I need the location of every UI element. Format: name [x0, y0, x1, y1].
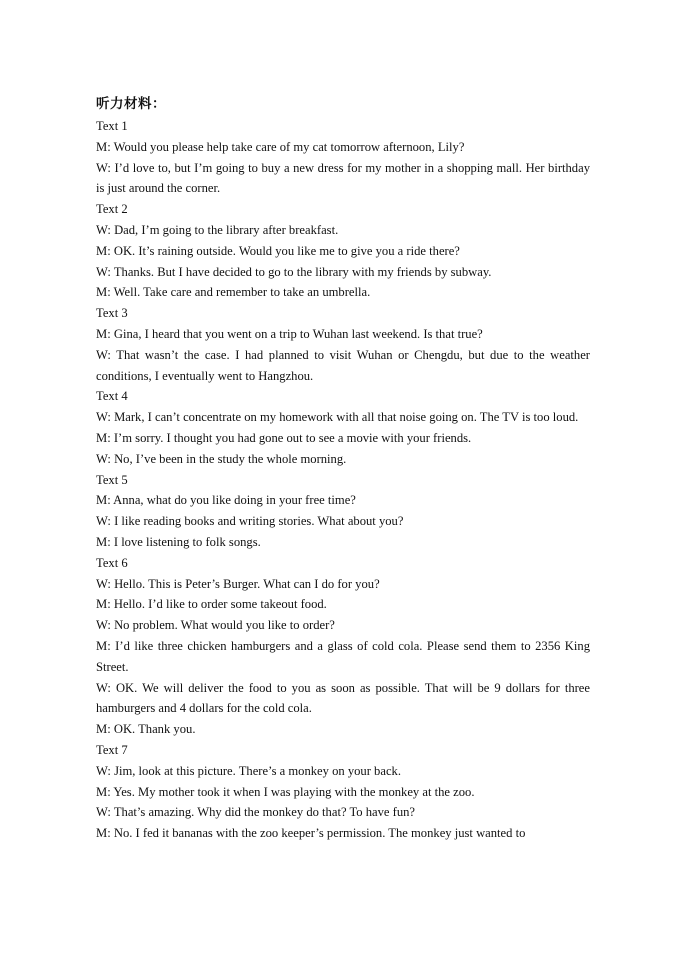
text-5-line-3: M: I love listening to folk songs.: [96, 534, 261, 549]
text-7-line-4: M: No. I fed it bananas with the zoo keeper’s permission. The monkey just wanted to: [96, 826, 526, 841]
text-2-title: Text 2: [96, 202, 128, 217]
text-7-section: [96, 740, 590, 844]
text-3-section: [96, 303, 590, 386]
text-4-line-2: M: I’m sorry. I thought you had gone out to see a movie with your friends.: [96, 430, 472, 445]
text-3-line-1: M: Gina, I heard that you went on a trip to Wuhan last weekend. Is that true?: [96, 326, 483, 341]
text-6-section: [96, 553, 590, 740]
text-6-line-3: W: No problem. What would you like to order?: [96, 618, 335, 633]
text-6-line-1: W: Hello. This is Peter’s Burger. What can I do for you?: [96, 576, 380, 591]
text-2-section: [96, 199, 590, 303]
text-5-title: Text 5: [96, 472, 128, 487]
text-4-section: [96, 386, 590, 469]
text-6-title: Text 6: [96, 555, 128, 570]
text-7-line-2: M: Yes. My mother took it when I was playing with the monkey at the zoo.: [96, 784, 475, 799]
text-1-line-2: W: I’d love to, but I’m going to buy a new dress for my mother in a shopping mall. Her birthday is just around the corner.: [96, 160, 590, 196]
text-2-line-1: W: Dad, I’m going to the library after breakfast.: [96, 222, 339, 237]
text-2-line-2: M: OK. It’s raining outside. Would you like me to give you a ride there?: [96, 243, 460, 258]
text-7-title: Text 7: [96, 742, 128, 757]
text-7-line-1: W: Jim, look at this picture. There’s a monkey on your back.: [96, 763, 401, 778]
text-5-section: [96, 470, 590, 553]
text-7-line-3: W: That’s amazing. Why did the monkey do that? To have fun?: [96, 805, 416, 820]
text-5-line-2: W: I like reading books and writing stories. What about you?: [96, 514, 404, 529]
text-1-section: [96, 116, 590, 199]
text-6-line-4: M: I’d like three chicken hamburgers and a glass of cold cola. Please send them to 2356 King Street.: [96, 638, 590, 674]
text-2-line-4: M: Well. Take care and remember to take an umbrella.: [96, 285, 371, 300]
document-page: [96, 92, 590, 844]
text-1-title: Text 1: [96, 119, 128, 133]
text-2-line-3: W: Thanks. But I have decided to go to the library with my friends by subway.: [96, 264, 492, 279]
text-4-line-1: W: Mark, I can’t concentrate on my homework with all that noise going on. The TV is too loud.: [96, 410, 579, 425]
text-5-line-1: M: Anna, what do you like doing in your free time?: [96, 493, 356, 508]
text-6-line-2: M: Hello. I’d like to order some takeout food.: [96, 597, 327, 612]
text-3-line-2: W: That wasn’t the case. I had planned to visit Wuhan or Chengdu, but due to the weather conditions, I eventually went to Hangzhou.: [96, 347, 590, 383]
text-4-title: Text 4: [96, 389, 128, 404]
text-1-line-1: M: Would you please help take care of my cat tomorrow afternoon, Lily?: [96, 139, 465, 154]
document-heading: 听力材料：: [96, 96, 166, 112]
text-3-title: Text 3: [96, 306, 128, 321]
text-6-line-5: W: OK. We will deliver the food to you as soon as possible. That will be 9 dollars for three hamburgers and 4 dollars for the cold cola.: [96, 680, 590, 716]
text-6-line-6: M: OK. Thank you.: [96, 722, 196, 737]
text-4-line-3: W: No, I’ve been in the study the whole morning.: [96, 451, 347, 466]
